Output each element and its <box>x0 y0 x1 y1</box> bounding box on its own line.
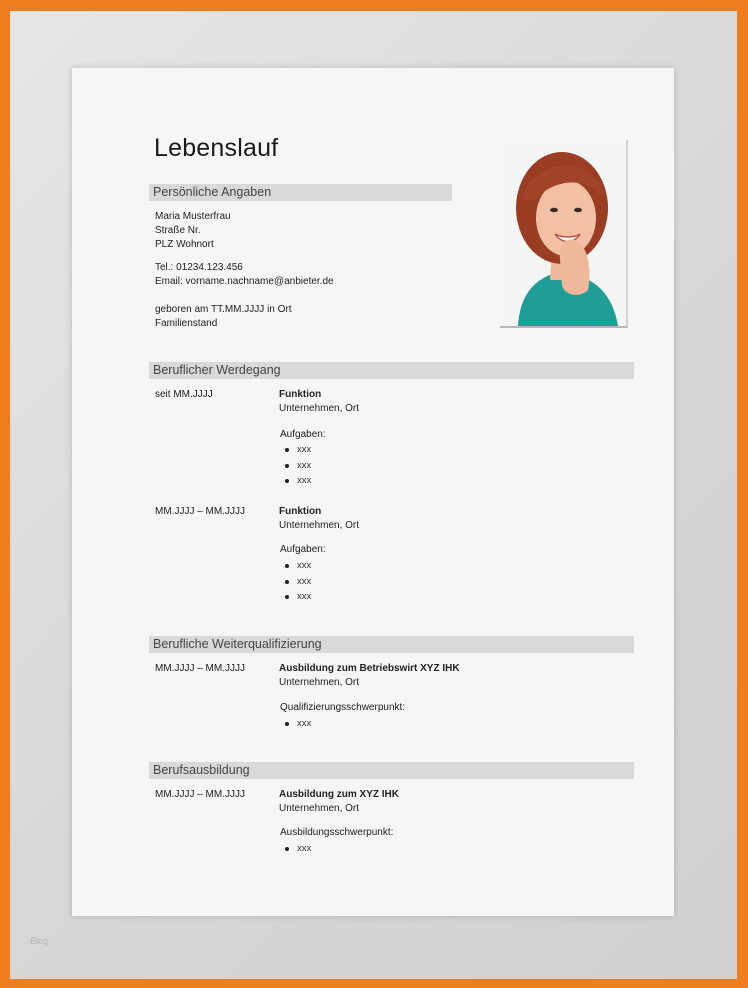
career-entry-2-role: Funktion <box>279 506 322 517</box>
section-heading-personal: Persönliche Angaben <box>149 184 452 201</box>
personal-street: Straße Nr. <box>155 225 201 236</box>
portrait-photo <box>500 140 628 328</box>
career-entry-2-date: MM.JJJJ – MM.JJJJ <box>155 506 245 517</box>
training-entry-role: Ausbildung zum XYZ IHK <box>279 789 399 800</box>
list-item: xxx <box>279 558 311 574</box>
personal-city: PLZ Wohnort <box>155 239 214 250</box>
career-entry-2-list <box>279 558 311 605</box>
further-entry-date: MM.JJJJ – MM.JJJJ <box>155 663 245 674</box>
career-entry-1-sublabel: Aufgaben: <box>280 429 326 440</box>
further-entry-company: Unternehmen, Ort <box>279 677 360 688</box>
section-heading-further-training: Berufliche Weiterqualifizierung <box>149 636 634 653</box>
career-entry-1-date: seit MM.JJJJ <box>155 389 213 400</box>
personal-email: Email: vorname.nachname@anbieter.de <box>155 276 334 287</box>
section-heading-career: Beruflicher Werdegang <box>149 362 634 379</box>
watermark: Blog <box>30 936 49 946</box>
further-entry-role: Ausbildung zum Betriebswirt XYZ IHK <box>279 663 460 674</box>
personal-name: Maria Musterfrau <box>155 211 231 222</box>
career-entry-1-role: Funktion <box>279 389 322 400</box>
section-heading-vocational-training: Berufsausbildung <box>149 762 634 779</box>
career-entry-1-list <box>279 442 311 489</box>
list-item: xxx <box>279 589 311 605</box>
list-item: xxx <box>279 716 311 732</box>
training-entry-company: Unternehmen, Ort <box>279 803 360 814</box>
personal-birth: geboren am TT.MM.JJJJ in Ort <box>155 304 292 315</box>
list-item: xxx <box>279 841 311 857</box>
portrait-icon <box>500 140 626 326</box>
list-item: xxx <box>279 473 311 489</box>
career-entry-2-sublabel: Aufgaben: <box>280 544 326 555</box>
list-item: xxx <box>279 442 311 458</box>
further-entry-sublabel: Qualifizierungsschwerpunkt: <box>280 702 406 713</box>
training-entry-date: MM.JJJJ – MM.JJJJ <box>155 789 245 800</box>
training-entry-list <box>279 841 311 857</box>
career-entry-1-company: Unternehmen, Ort <box>279 403 360 414</box>
cv-page <box>72 68 674 916</box>
personal-family-status: Familienstand <box>155 318 218 329</box>
further-entry-list <box>279 716 311 732</box>
career-entry-2-company: Unternehmen, Ort <box>279 520 360 531</box>
list-item: xxx <box>279 458 311 474</box>
personal-phone: Tel.: 01234.123.456 <box>155 262 243 273</box>
training-entry-sublabel: Ausbildungsschwerpunkt: <box>280 827 394 838</box>
page-title: Lebenslauf <box>154 134 279 162</box>
list-item: xxx <box>279 574 311 590</box>
